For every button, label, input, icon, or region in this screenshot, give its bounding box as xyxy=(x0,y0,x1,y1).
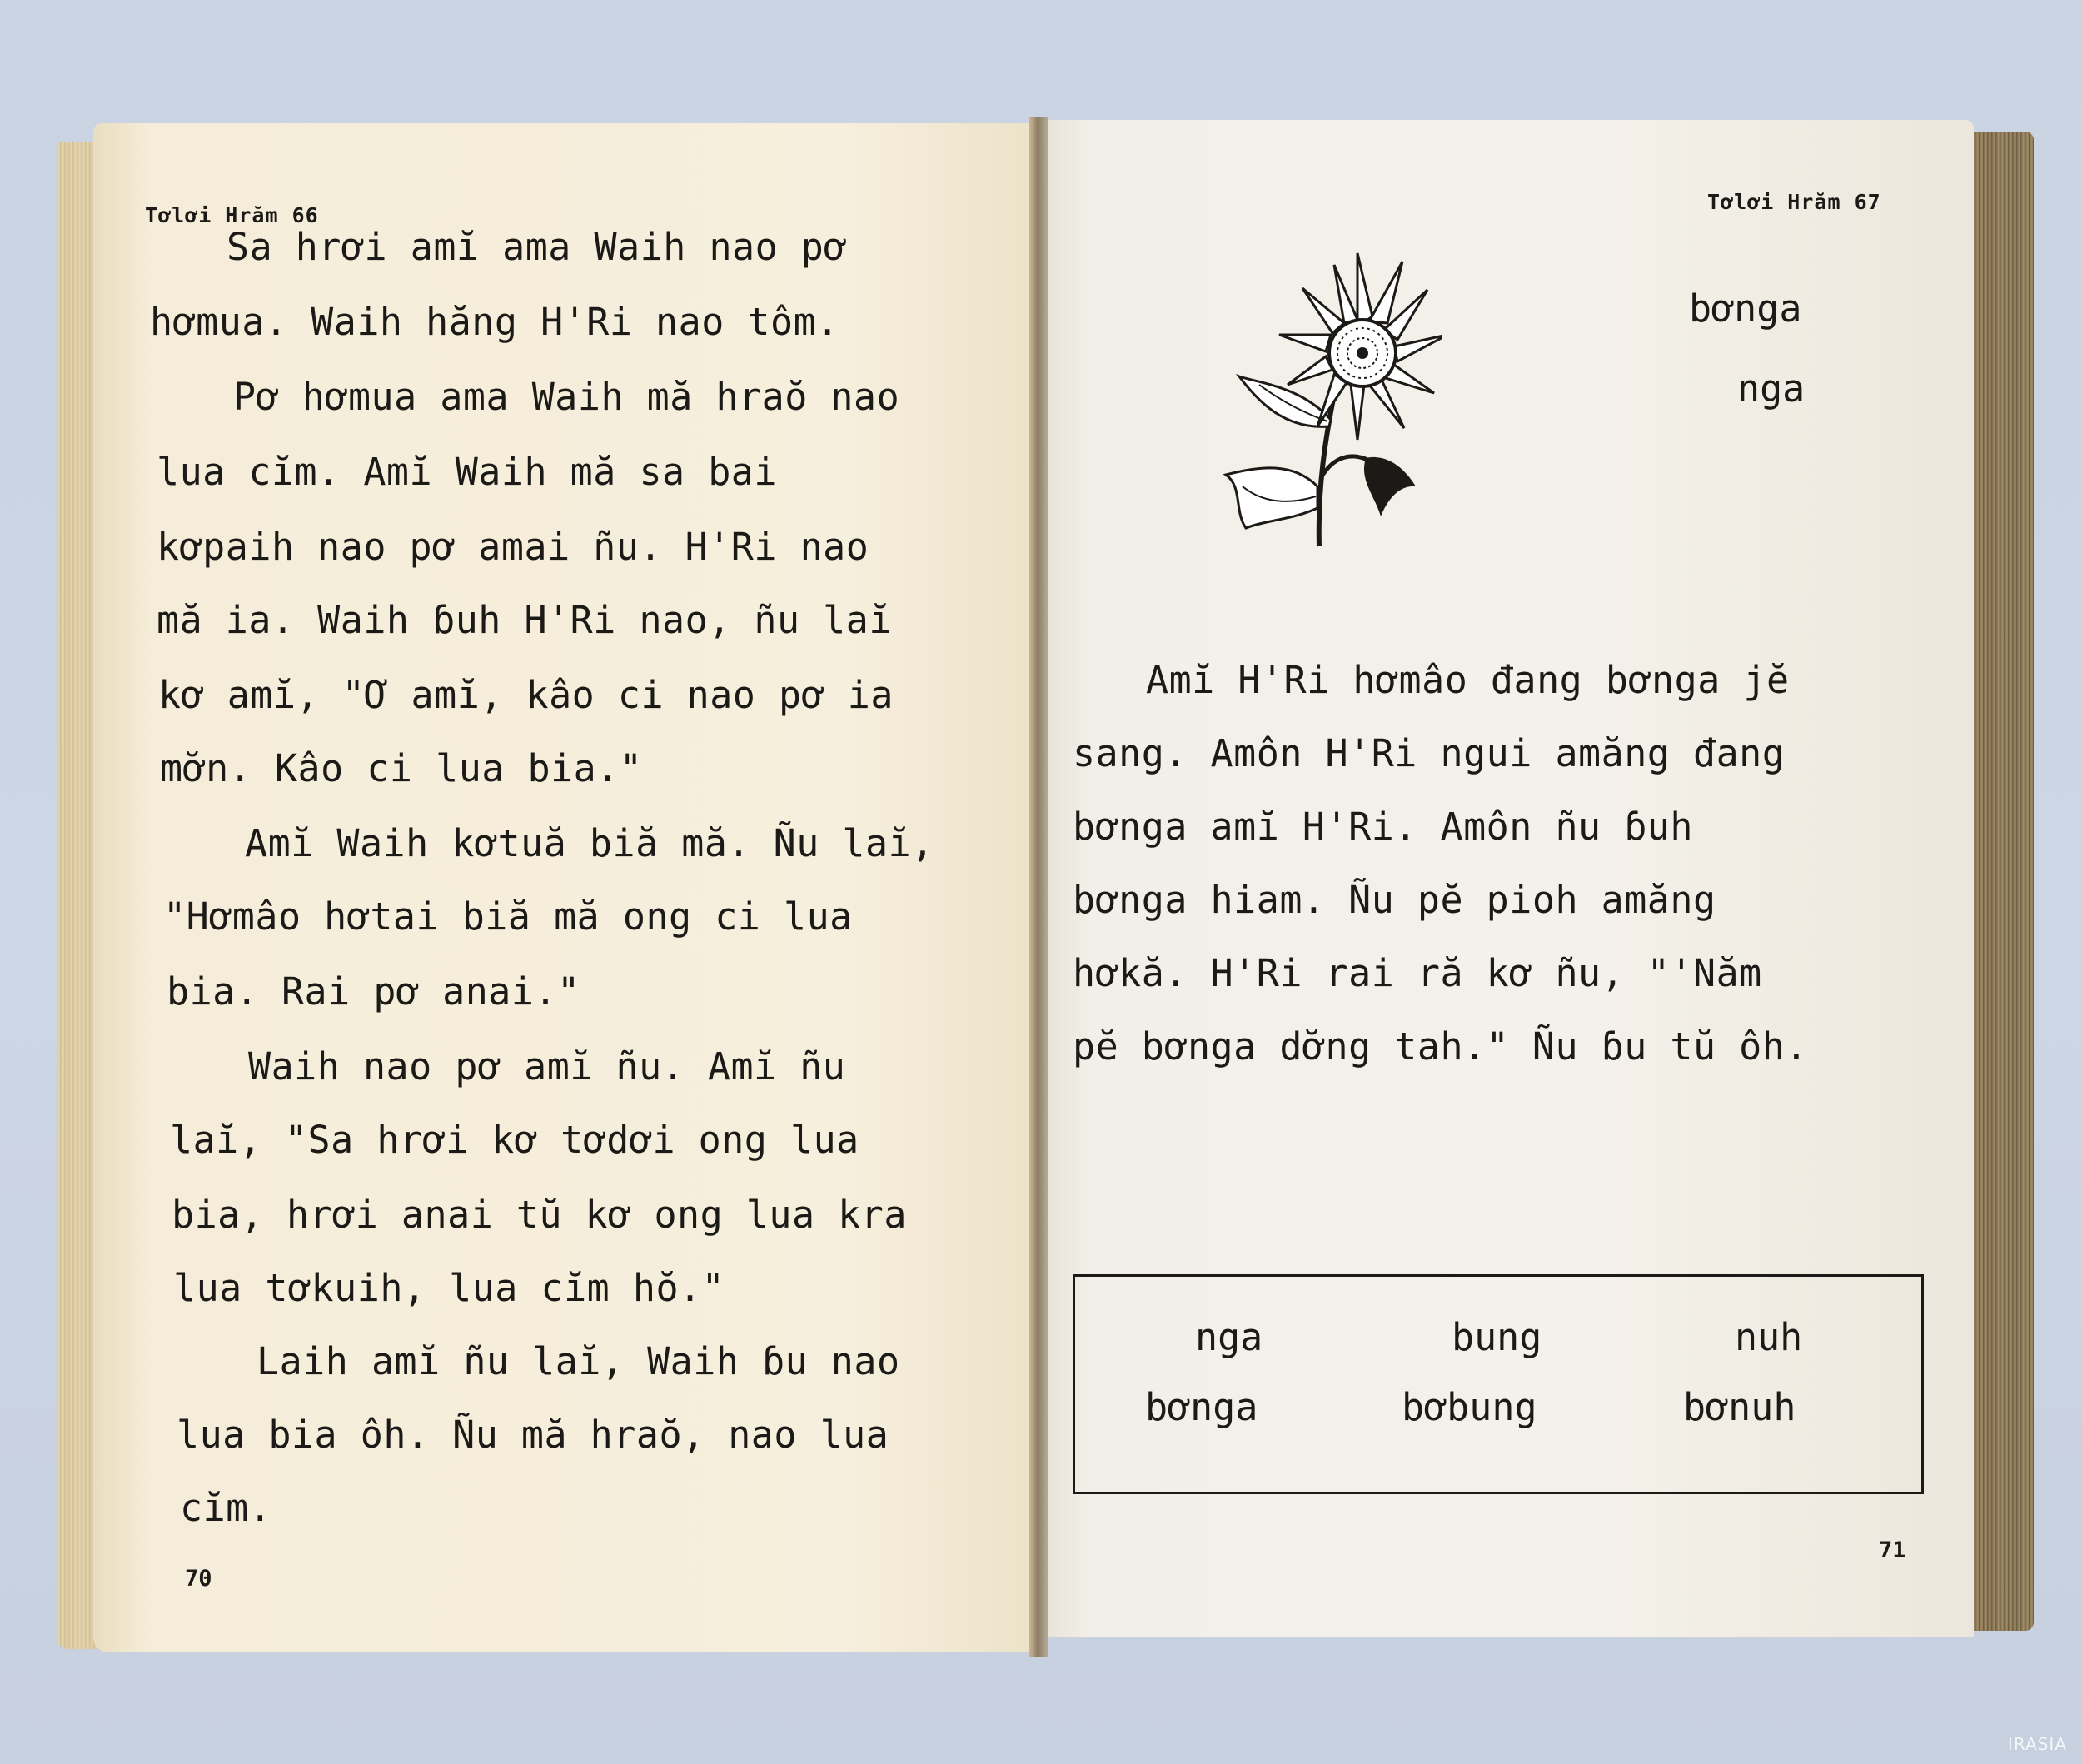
left-text-line: Laih amĭ ñu laĭ, Waih ɓu nao xyxy=(257,1339,900,1383)
word-label: bơnga xyxy=(1689,287,1802,331)
watermark: IRASIA xyxy=(2008,1734,2067,1754)
right-text-line: bơnga hiam. Ñu pĕ pioh amăng xyxy=(1073,878,1716,922)
left-page xyxy=(93,123,1036,1652)
right-text-line: pĕ bơnga dơ̆ng tah." Ñu ɓu tŭ ôh. xyxy=(1073,1024,1808,1069)
left-text-line: mă ia. Waih ɓuh H'Ri nao, ñu laĭ xyxy=(157,598,892,642)
word-box-item: bung xyxy=(1452,1315,1542,1359)
left-text-line: Sa hrơi amĭ ama Waih nao pơ xyxy=(227,225,847,269)
left-text-line: lua cĭm. Amĭ Waih mă sa bai xyxy=(157,450,777,494)
left-text-line: kơ amĭ, "Ơ amĭ, kâo ci nao pơ ia xyxy=(158,673,894,717)
left-text-line: Pơ hơmua ama Waih mă hraŏ nao xyxy=(233,375,900,419)
left-text-line: Waih nao pơ amĭ ñu. Amĭ ñu xyxy=(248,1044,846,1089)
left-text-line: lua tơkuih, lua cĭm hŏ." xyxy=(173,1266,725,1310)
right-text-line: bơnga amĭ H'Ri. Amôn ñu ɓuh xyxy=(1073,805,1693,849)
left-text-line: bia, hrơi anai tŭ kơ ong lua kra xyxy=(172,1193,907,1237)
right-text-line: hơkă. H'Ri rai ră kơ ñu, "'Năm xyxy=(1073,951,1762,995)
left-text-line: "Hơmâo hơtai biă mă ong ci lua xyxy=(163,894,853,939)
left-text-line: bia. Rai pơ anai." xyxy=(167,969,580,1014)
left-text-line: hơmua. Waih hăng H'Ri nao tôm. xyxy=(150,300,839,344)
left-page-header: Tơlơi Hrăm 66 xyxy=(145,203,319,227)
right-text-line: sang. Amôn H'Ri ngui amăng đang xyxy=(1073,731,1786,775)
right-page xyxy=(1043,120,1974,1637)
book-gutter xyxy=(1029,117,1048,1657)
left-text-line: mơ̆n. Kâo ci lua bia." xyxy=(160,746,643,790)
left-page-number: 70 xyxy=(185,1566,212,1592)
word-label: nga xyxy=(1737,366,1806,411)
word-practice-box xyxy=(1073,1274,1924,1494)
word-box-item: bơbung xyxy=(1402,1385,1537,1429)
left-text-line: cĭm. xyxy=(180,1486,272,1530)
left-text-line: lua bia ôh. Ñu mă hraŏ, nao lua xyxy=(177,1413,889,1457)
right-page-header: Tơlơi Hrăm 67 xyxy=(1707,190,1881,214)
word-box-item: nuh xyxy=(1735,1315,1803,1359)
word-box-item: nga xyxy=(1195,1315,1263,1359)
sunflower-icon xyxy=(1209,237,1442,553)
right-page-number: 71 xyxy=(1879,1537,1906,1563)
left-text-line: kơpaih nao pơ amai ñu. H'Ri nao xyxy=(157,525,869,569)
right-text-line: Amĭ H'Ri hơmâo đang bơnga jĕ xyxy=(1146,658,1790,702)
word-box-item: bơnga xyxy=(1145,1385,1258,1429)
word-box-item: bơnuh xyxy=(1683,1385,1796,1429)
left-text-line: laĭ, "Sa hrơi kơ tơdơi ong lua xyxy=(170,1118,859,1162)
left-text-line: Amĭ Waih kơtuă biă mă. Ñu laĭ, xyxy=(245,821,934,865)
